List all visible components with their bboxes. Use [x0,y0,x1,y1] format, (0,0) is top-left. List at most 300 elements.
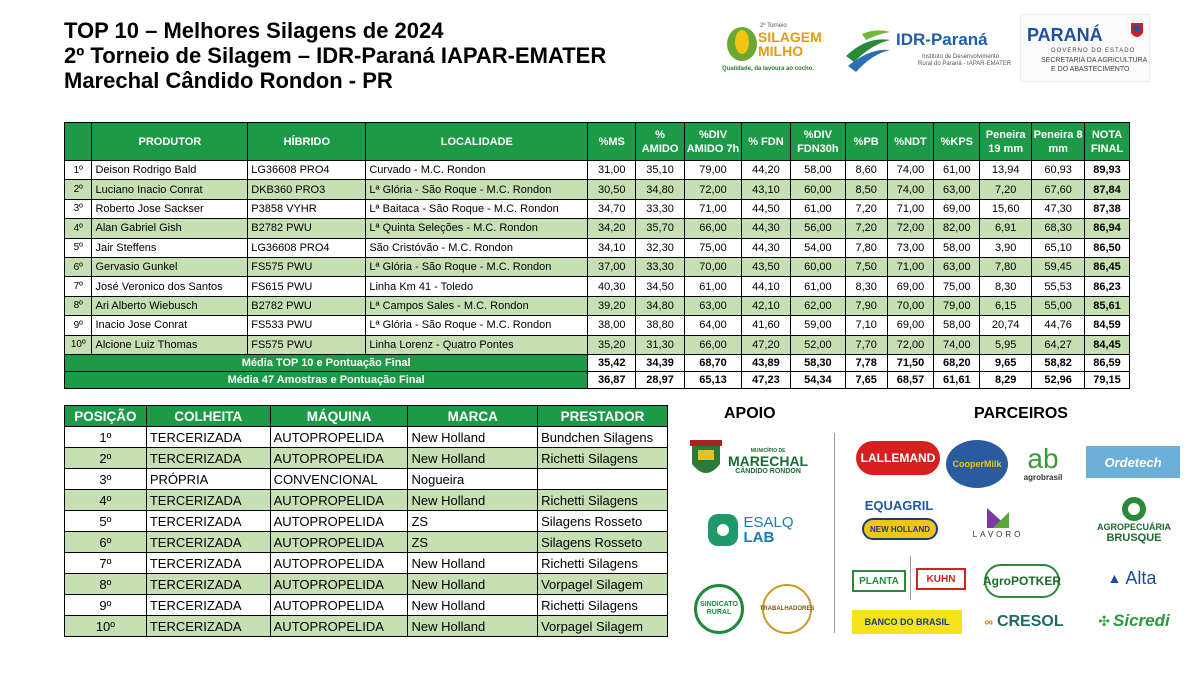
maquina-cell: AUTOPROPELIDA [270,532,408,553]
header-kps: %KPS [934,123,980,161]
div-amido-cell: 64,00 [685,316,742,335]
nota-final-cell: 85,61 [1085,296,1130,315]
new-holland-logo: NEW HOLLAND [862,518,938,540]
alta-triangle-icon: ▲ [1107,570,1122,586]
posicao-cell: 4º [65,490,147,511]
localidade-cell: Lª Glória - São Roque - M.C. Rondon [366,316,588,335]
fdn-cell: 47,20 [742,335,791,354]
prestador-cell: Silagens Rosseto [538,511,668,532]
marca-cell: ZS [408,511,538,532]
p19-cell: 5,95 [980,335,1032,354]
posicao-cell: 7º [65,553,147,574]
p19-cell: 8,30 [980,277,1032,296]
lallemand-logo: LALLEMAND [856,441,940,475]
average-row [65,354,1130,371]
p8-cell: 67,60 [1032,180,1085,199]
lavoro-icon [985,506,1011,530]
p19-cell: 15,60 [980,199,1032,218]
p8-cell: 59,45 [1032,257,1085,276]
sicredi-icon: ✣ [1098,612,1111,629]
colheita-cell: TERCERIZADA [146,595,270,616]
fdn-cell: 44,50 [742,199,791,218]
ms-cell: 31,00 [588,161,636,180]
header-div-fdn: %DIV FDN30h [790,123,845,161]
maquina-cell: AUTOPROPELIDA [270,616,408,637]
nota-final-cell: 86,45 [1085,257,1130,276]
average-value: 36,87 [588,371,636,388]
produtor-cell: Alan Gabriel Gish [92,219,248,238]
amido-cell: 33,30 [636,199,685,218]
pb-cell: 7,20 [845,199,887,218]
average-value: 7,65 [845,371,887,388]
parceiros-heading: PARCEIROS [974,405,1068,422]
marca-cell: New Holland [408,616,538,637]
kps-cell: 63,00 [934,257,980,276]
ms-cell: 39,20 [588,296,636,315]
posicao-cell: 6º [65,532,147,553]
ndt-cell: 72,00 [887,219,934,238]
page-title [64,18,606,93]
pb-cell: 7,80 [845,238,887,257]
lavoro-logo: LAVORO [966,502,1030,542]
banco-do-brasil-logo: BANCO DO BRASIL [852,610,962,634]
table-row [65,277,1130,296]
localidade-cell: Lª Glória - São Roque - M.C. Rondon [366,257,588,276]
div-fdn-cell: 62,00 [790,296,845,315]
kps-cell: 74,00 [934,335,980,354]
localidade-cell: Lª Campos Sales - M.C. Rondon [366,296,588,315]
title-line-2: 2º Torneio de Silagem – IDR-Paraná IAPAR-EMATER [64,43,607,68]
city-crest-icon [688,440,724,482]
prestador-cell: Vorpagel Silagem [538,574,668,595]
average-value: 68,70 [685,354,742,371]
marca-cell: ZS [408,532,538,553]
posicao-cell: 9º [65,595,147,616]
hibrido-cell: DKB360 PRO3 [248,180,366,199]
kps-cell: 82,00 [934,219,980,238]
hibrido-cell: FS615 PWU [248,277,366,296]
div-amido-cell: 71,00 [685,199,742,218]
kps-cell: 63,00 [934,180,980,199]
colheita-cell: TERCERIZADA [146,448,270,469]
maquina-cell: AUTOPROPELIDA [270,511,408,532]
prestador-cell: Richetti Silagens [538,490,668,511]
localidade-cell: Lª Baitaca - São Roque - M.C. Rondon [366,199,588,218]
trabalhadores-logo: TRABALHADORES [762,584,812,634]
produtor-cell: Inacio Jose Conrat [92,316,248,335]
ms-cell: 34,70 [588,199,636,218]
fdn-cell: 44,10 [742,277,791,296]
kps-cell: 75,00 [934,277,980,296]
ms-cell: 40,30 [588,277,636,296]
ndt-cell: 74,00 [887,161,934,180]
ab-icon: ab [1027,442,1059,474]
header-ms: %MS [588,123,636,161]
p8-cell: 60,93 [1032,161,1085,180]
ms-cell: 34,10 [588,238,636,257]
table-row [65,238,1130,257]
p8-cell: 47,30 [1032,199,1085,218]
hibrido-cell: B2782 PWU [248,219,366,238]
nota-final-cell: 86,94 [1085,219,1130,238]
average-value: 71,50 [887,354,934,371]
header-amido: % AMIDO [636,123,685,161]
nota-final-cell: 87,38 [1085,199,1130,218]
produtor-cell: José Veronico dos Santos [92,277,248,296]
divider [834,433,835,633]
table-row [65,511,668,532]
table-row [65,161,1130,180]
position-cell: 6º [65,257,92,276]
average-value: 28,97 [636,371,685,388]
header-produtor: PRODUTOR [92,123,248,161]
kps-cell: 58,00 [934,316,980,335]
amido-cell: 38,80 [636,316,685,335]
div-fdn-cell: 59,00 [790,316,845,335]
fdn-cell: 41,60 [742,316,791,335]
average-value: 58,82 [1032,354,1085,371]
position-cell: 9º [65,316,92,335]
nota-final-cell: 86,50 [1085,238,1130,257]
header-peneira-8: Peneira 8 mm [1032,123,1085,161]
maquina-cell: AUTOPROPELIDA [270,427,408,448]
table-row [65,316,1130,335]
average-value: 52,96 [1032,371,1085,388]
hibrido-cell: FS575 PWU [248,335,366,354]
pb-cell: 8,50 [845,180,887,199]
posicao-cell: 10º [65,616,147,637]
prestador-cell: Silagens Rosseto [538,532,668,553]
hibrido-cell: P3858 VYHR [248,199,366,218]
idr-parana-logo: IDR-Paraná Instituto de Desenvolvimento Rural do Paraná - IAPAR-EMATER [842,18,1020,80]
div-fdn-cell: 56,00 [790,219,845,238]
brusque-icon [1119,496,1149,522]
ndt-cell: 69,00 [887,316,934,335]
p19-cell: 7,80 [980,257,1032,276]
p8-cell: 55,00 [1032,296,1085,315]
produtor-cell: Ari Alberto Wiebusch [92,296,248,315]
colheita-cell: PRÓPRIA [146,469,270,490]
ms-cell: 30,50 [588,180,636,199]
prestador-cell: Vorpagel Silagem [538,616,668,637]
fdn-cell: 42,10 [742,296,791,315]
average-value: 58,30 [790,354,845,371]
header-peneira-19: Peneira 19 mm [980,123,1032,161]
posicao-cell: 5º [65,511,147,532]
nota-final-cell: 89,93 [1085,161,1130,180]
header-posicao: POSIÇÃO [65,406,147,427]
cresol-icon: ∞ [984,615,993,629]
average-value: 68,20 [934,354,980,371]
ms-cell: 34,20 [588,219,636,238]
prestador-cell: Richetti Silagens [538,595,668,616]
header-maquina: MÁQUINA [270,406,408,427]
localidade-cell: Lª Quinta Seleções - M.C. Rondon [366,219,588,238]
apoio-heading: APOIO [724,405,776,422]
table-row [65,574,668,595]
harvest-table [64,405,668,637]
nota-final-cell: 84,45 [1085,335,1130,354]
average-value: 34,39 [636,354,685,371]
ndt-cell: 74,00 [887,180,934,199]
p8-cell: 68,30 [1032,219,1085,238]
alta-logo: ▲ Alta [1107,567,1157,588]
average-row [65,371,1130,388]
div-amido-cell: 63,00 [685,296,742,315]
colheita-cell: TERCERIZADA [146,511,270,532]
average-value: 35,42 [588,354,636,371]
p8-cell: 44,76 [1032,316,1085,335]
p19-cell: 6,91 [980,219,1032,238]
fdn-cell: 44,30 [742,219,791,238]
parana-government-logo: PARANÁ GOVERNO DO ESTADO SECRETARIA DA AGRICULTURA E DO ABASTECIMENTO [1020,14,1150,82]
average-value: 43,89 [742,354,791,371]
posicao-cell: 8º [65,574,147,595]
kps-cell: 61,00 [934,161,980,180]
header-ndt: %NDT [887,123,934,161]
pb-cell: 7,20 [845,219,887,238]
ms-cell: 35,20 [588,335,636,354]
p8-cell: 55,53 [1032,277,1085,296]
nota-final-cell: 87,84 [1085,180,1130,199]
ndt-cell: 69,00 [887,277,934,296]
average-label: Média TOP 10 e Pontuação Final [65,354,588,371]
amido-cell: 31,30 [636,335,685,354]
prestador-cell: Richetti Silagens [538,553,668,574]
hibrido-cell: FS533 PWU [248,316,366,335]
equagril-logo: EQUAGRIL [864,497,934,513]
maquina-cell: AUTOPROPELIDA [270,490,408,511]
average-value: 79,15 [1085,371,1130,388]
marca-cell: New Holland [408,448,538,469]
header-nota-final: NOTA FINAL [1085,123,1130,161]
p19-cell: 6,15 [980,296,1032,315]
ndt-cell: 71,00 [887,257,934,276]
hibrido-cell: LG36608 PRO4 [248,238,366,257]
div-fdn-cell: 60,00 [790,257,845,276]
average-value: 68,57 [887,371,934,388]
silagem-milho-logo: 2º Torneio SILAGEM MILHO Qualidade, da lavoura ao cocho. [722,23,822,72]
maquina-cell: AUTOPROPELIDA [270,448,408,469]
maquina-cell: AUTOPROPELIDA [270,574,408,595]
table-row [65,180,1130,199]
table-row [65,553,668,574]
colheita-cell: TERCERIZADA [146,532,270,553]
ndt-cell: 71,00 [887,199,934,218]
div-fdn-cell: 61,00 [790,277,845,296]
position-cell: 2º [65,180,92,199]
marca-cell: Nogueira [408,469,538,490]
header-localidade: LOCALIDADE [366,123,588,161]
maquina-cell: AUTOPROPELIDA [270,595,408,616]
coopermilk-logo: CooperMilk [946,440,1008,488]
p19-cell: 3,90 [980,238,1032,257]
agropecuaria-brusque-logo: AGROPECUÁRIA BRUSQUE [1088,490,1180,550]
div-fdn-cell: 54,00 [790,238,845,257]
table-row [65,335,1130,354]
p8-cell: 64,27 [1032,335,1085,354]
produtor-cell: Jair Steffens [92,238,248,257]
marca-cell: New Holland [408,595,538,616]
position-cell: 8º [65,296,92,315]
colheita-cell: TERCERIZADA [146,574,270,595]
coat-of-arms-icon [1129,21,1145,41]
p19-cell: 13,94 [980,161,1032,180]
div-amido-cell: 66,00 [685,219,742,238]
position-cell: 7º [65,277,92,296]
average-value: 54,34 [790,371,845,388]
ms-cell: 38,00 [588,316,636,335]
header-hibrido: HÍBRIDO [248,123,366,161]
localidade-cell: Lª Glória - São Roque - M.C. Rondon [366,180,588,199]
table-row [65,448,668,469]
kuhn-logo: KUHN [916,568,966,590]
sicredi-logo: ✣ Sicredi [1098,611,1170,630]
hibrido-cell: B2782 PWU [248,296,366,315]
corn-icon [724,24,760,64]
p19-cell: 20,74 [980,316,1032,335]
cresol-logo: ∞ CRESOL [984,613,1064,630]
divider [910,556,911,600]
table-row [65,257,1130,276]
position-cell: 4º [65,219,92,238]
table-row [65,616,668,637]
table-row [65,532,668,553]
position-cell: 5º [65,238,92,257]
fdn-cell: 44,20 [742,161,791,180]
header-logos [722,14,1152,82]
produtor-cell: Luciano Inacio Conrat [92,180,248,199]
ndt-cell: 73,00 [887,238,934,257]
div-fdn-cell: 52,00 [790,335,845,354]
marca-cell: New Holland [408,553,538,574]
fdn-cell: 44,30 [742,238,791,257]
prestador-cell: Bundchen Silagens [538,427,668,448]
colheita-cell: TERCERIZADA [146,427,270,448]
agro-potker-logo: AgroPOTKER [984,564,1060,598]
p19-cell: 7,20 [980,180,1032,199]
average-value: 61,61 [934,371,980,388]
average-value: 86,59 [1085,354,1130,371]
nota-final-cell: 86,23 [1085,277,1130,296]
ranking-header-row [65,123,1130,161]
pb-cell: 8,30 [845,277,887,296]
posicao-cell: 2º [65,448,147,469]
pb-cell: 7,70 [845,335,887,354]
header-pb: %PB [845,123,887,161]
localidade-cell: Linha Lorenz - Quatro Pontes [366,335,588,354]
pb-cell: 7,90 [845,296,887,315]
header-fdn: % FDN [742,123,791,161]
average-value: 8,29 [980,371,1032,388]
sindicato-rural-logo: SINDICATO RURAL [694,584,744,634]
hibrido-cell: FS575 PWU [248,257,366,276]
table-row [65,219,1130,238]
header-prestador: PRESTADOR [538,406,668,427]
div-amido-cell: 66,00 [685,335,742,354]
hibrido-cell: LG36608 PRO4 [248,161,366,180]
planta-logo: PLANTA [852,570,906,592]
div-fdn-cell: 58,00 [790,161,845,180]
amido-cell: 35,10 [636,161,685,180]
harvest-header-row [65,406,668,427]
marca-cell: New Holland [408,427,538,448]
amido-cell: 32,30 [636,238,685,257]
table-row [65,469,668,490]
header-div-amido: %DIV AMIDO 7h [685,123,742,161]
table-row [65,490,668,511]
colheita-cell: TERCERIZADA [146,616,270,637]
esalq-icon [706,510,740,550]
kps-cell: 58,00 [934,238,980,257]
div-amido-cell: 72,00 [685,180,742,199]
colheita-cell: TERCERIZADA [146,490,270,511]
produtor-cell: Deison Rodrigo Bald [92,161,248,180]
ndt-cell: 70,00 [887,296,934,315]
amido-cell: 35,70 [636,219,685,238]
localidade-cell: Linha Km 41 - Toledo [366,277,588,296]
table-row [65,199,1130,218]
average-value: 7,78 [845,354,887,371]
div-amido-cell: 70,00 [685,257,742,276]
position-cell: 3º [65,199,92,218]
idr-swoosh-icon [842,26,892,74]
average-value: 47,23 [742,371,791,388]
div-amido-cell: 79,00 [685,161,742,180]
kps-cell: 69,00 [934,199,980,218]
prestador-cell: Richetti Silagens [538,448,668,469]
header-position [65,123,92,161]
amido-cell: 33,30 [636,257,685,276]
ordetech-logo: Ordetech [1086,446,1180,478]
posicao-cell: 3º [65,469,147,490]
amido-cell: 34,50 [636,277,685,296]
position-cell: 10º [65,335,92,354]
fdn-cell: 43,10 [742,180,791,199]
colheita-cell: TERCERIZADA [146,553,270,574]
marca-cell: New Holland [408,574,538,595]
div-amido-cell: 75,00 [685,238,742,257]
produtor-cell: Roberto Jose Sackser [92,199,248,218]
average-value: 9,65 [980,354,1032,371]
kps-cell: 79,00 [934,296,980,315]
ranking-table [64,122,1130,389]
amido-cell: 34,80 [636,180,685,199]
div-fdn-cell: 60,00 [790,180,845,199]
table-row [65,296,1130,315]
pb-cell: 8,60 [845,161,887,180]
maquina-cell: CONVENCIONAL [270,469,408,490]
div-amido-cell: 61,00 [685,277,742,296]
average-label: Média 47 Amostras e Pontuação Final [65,371,588,388]
ms-cell: 37,00 [588,257,636,276]
title-line-1: TOP 10 – Melhores Silagens de 2024 [64,18,444,43]
localidade-cell: Curvado - M.C. Rondon [366,161,588,180]
position-cell: 1º [65,161,92,180]
posicao-cell: 1º [65,427,147,448]
title-line-3: Marechal Cândido Rondon - PR [64,68,393,93]
marechal-logo: MUNICÍPIO DE MARECHAL CÂNDIDO RONDON [688,438,820,484]
header-marca: MARCA [408,406,538,427]
prestador-cell [538,469,668,490]
ndt-cell: 72,00 [887,335,934,354]
esalq-lab-logo: ESALQ LAB [702,506,798,554]
table-row [65,427,668,448]
average-value: 65,13 [685,371,742,388]
nota-final-cell: 84,59 [1085,316,1130,335]
div-fdn-cell: 61,00 [790,199,845,218]
agrobrasil-logo: ab agrobrasil [1023,442,1063,482]
